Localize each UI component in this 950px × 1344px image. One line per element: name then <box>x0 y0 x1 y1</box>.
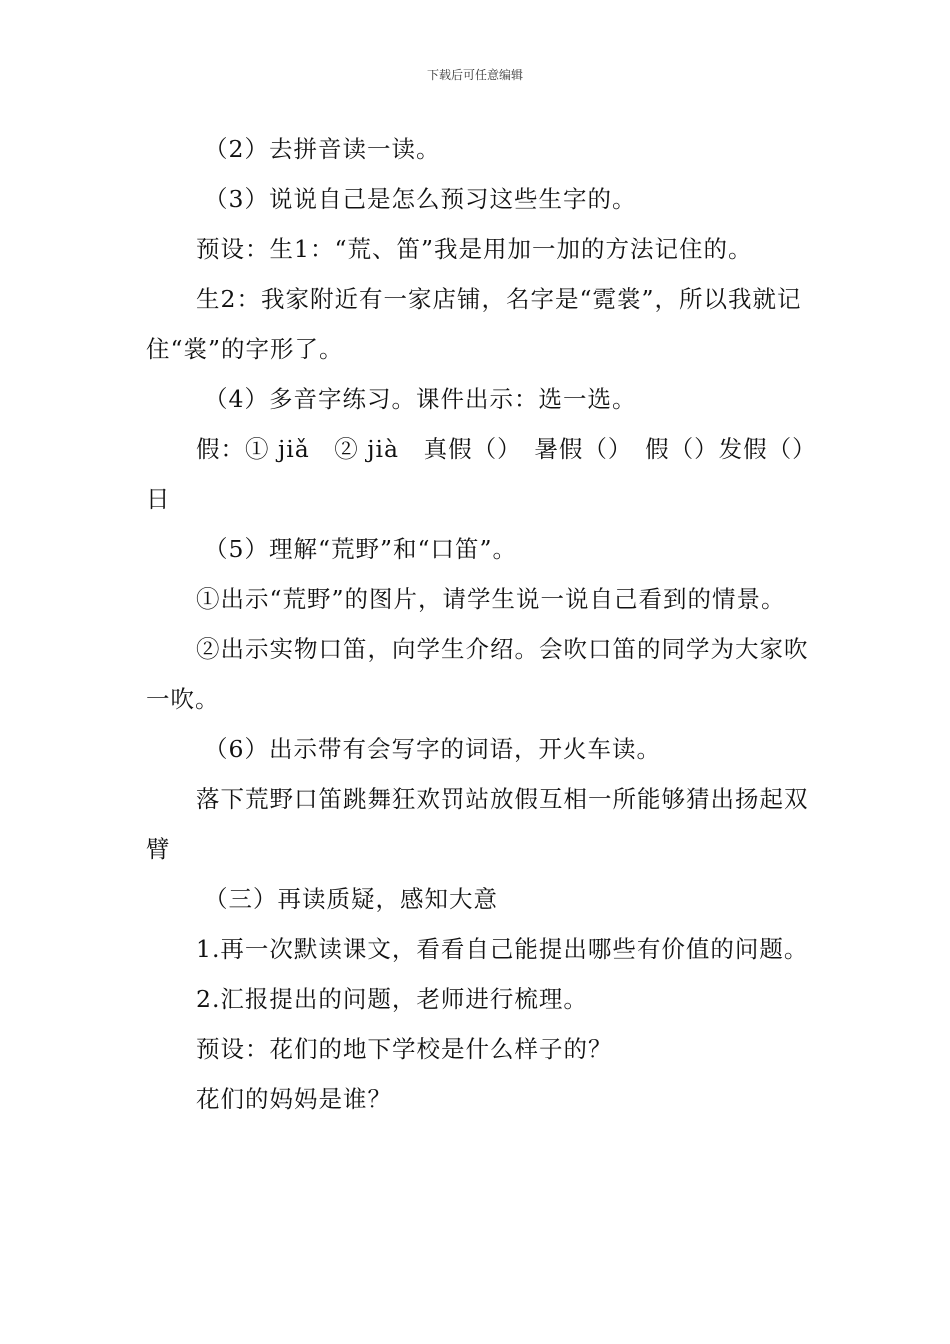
paragraph: 落下荒野口笛跳舞狂欢罚站放假互相一所能够猜出扬起双臂 <box>146 785 809 863</box>
paragraph: （6）出示带有会写字的词语，开火车读。 <box>204 735 661 763</box>
document-body <box>146 124 810 1124</box>
paragraph: 假：① jiǎ ② jià 真假（） 暑假（） 假（）发假（）日 <box>146 435 805 513</box>
paragraph: 预设：生1：“荒、笛”我是用加一加的方法记住的。 <box>196 235 753 263</box>
paragraph: ①出示“荒野”的图片，请学生说一说自己看到的情景。 <box>196 585 786 613</box>
paragraph: 生2：我家附近有一家店铺，名字是“霓裳”，所以我就记住“裳”的字形了。 <box>146 285 802 363</box>
paragraph: 预设：花们的地下学校是什么样子的？ <box>196 1035 613 1063</box>
paragraph: （2）去拼音读一读。 <box>204 135 441 163</box>
paragraph: 花们的妈妈是谁？ <box>196 1085 392 1113</box>
paragraph: （3）说说自己是怎么预习这些生字的。 <box>204 185 637 213</box>
paragraph: （5）理解“荒野”和“口笛”。 <box>204 535 518 563</box>
page-header: 下载后可任意编辑 <box>426 68 523 82</box>
section-heading: （三）再读质疑，感知大意 <box>204 885 498 913</box>
paragraph: 2.汇报提出的问题，老师进行梳理。 <box>196 985 588 1013</box>
paragraph: ②出示实物口笛，向学生介绍。会吹口笛的同学为大家吹一吹。 <box>146 635 809 713</box>
paragraph: （4）多音字练习。课件出示：选一选。 <box>204 385 637 413</box>
paragraph: 1.再一次默读课文，看看自己能提出哪些有价值的问题。 <box>196 935 809 963</box>
